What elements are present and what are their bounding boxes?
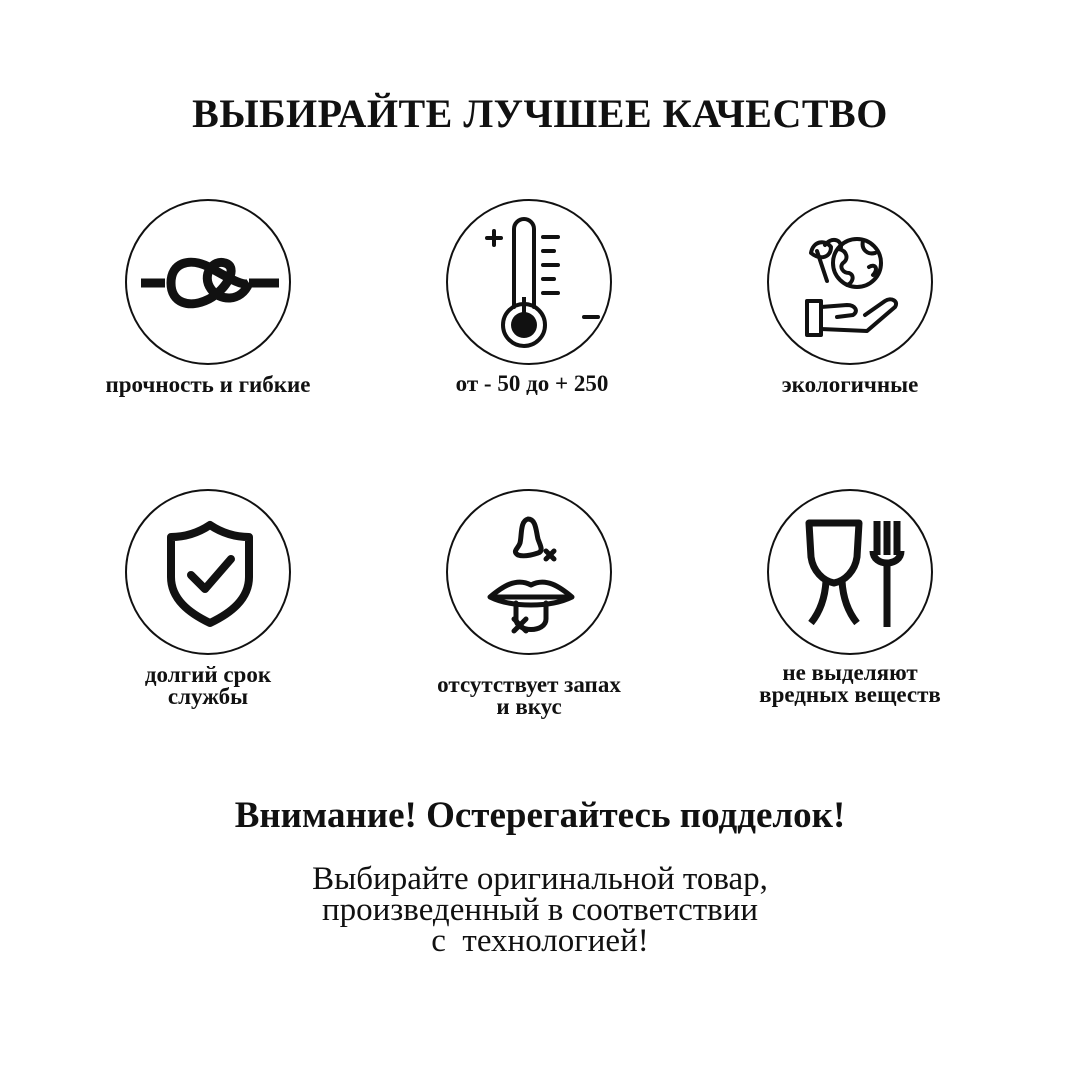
page-title: ВЫБИРАЙТЕ ЛУЧШЕЕ КАЧЕСТВО (192, 91, 888, 136)
warning-line-3: с технологией! (431, 923, 649, 959)
eco-globe-hand-icon (769, 201, 935, 367)
feature-caption-no-smell: отсутствует запах и вкус (437, 672, 621, 719)
knot-icon (127, 201, 293, 367)
feature-circle-strength (125, 199, 291, 365)
feature-circle-food-safe (767, 489, 933, 655)
feature-circle-durability (125, 489, 291, 655)
no-smell-taste-icon (448, 491, 614, 657)
warning-description (0, 861, 1080, 959)
feature-caption-food-safe: не выделяют вредных веществ (759, 660, 941, 707)
warning-heading: Внимание! Остерегайтесь подделок! (234, 795, 846, 836)
feature-circle-temperature (446, 199, 612, 365)
warning-line-1: Выбирайте оригинальной товар, (312, 861, 768, 897)
feature-circle-eco (767, 199, 933, 365)
feature-caption-eco: экологичные (781, 372, 919, 397)
feature-caption-temperature: от - 50 до + 250 (455, 371, 609, 396)
warning-line-2: произведенный в соответствии (321, 892, 759, 928)
feature-circle-no-smell (446, 489, 612, 655)
feature-caption-durability: долгий срок службы (144, 662, 272, 709)
food-safe-glass-fork-icon (769, 491, 935, 657)
feature-caption-strength: прочность и гибкие (105, 372, 311, 397)
thermometer-icon (448, 201, 614, 367)
shield-check-icon (127, 491, 293, 657)
